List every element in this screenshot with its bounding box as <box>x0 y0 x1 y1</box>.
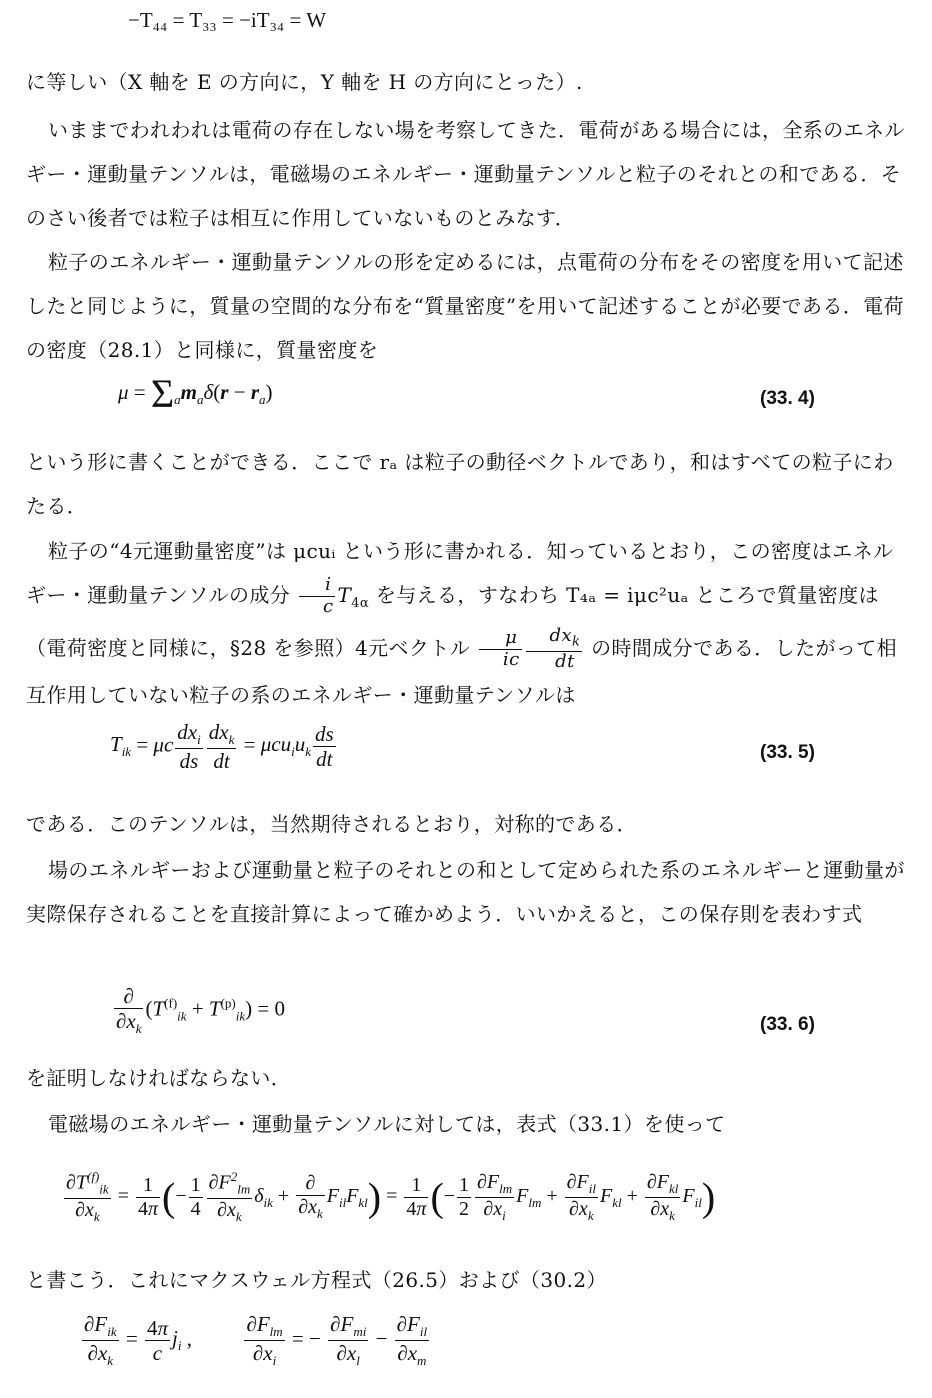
paragraph-5-part-c: の時間成分である．したがって相互作用していない粒子の系のエネルギー・運動量テンソルは <box>26 636 898 707</box>
paragraph-5-part-a: 粒子の“4元運動量密度”は μcuᵢ という形に書かれる．知っているとおり，この密度はエネルギー・運動量テンソルの成分 <box>26 539 894 607</box>
equation-maxwell: $\frac{\partial F_{ik}}{\partial x_k}$ = $\frac{4\pi}{c}$ $j_i$ , $\frac{\partial F_{lm}}{\partial x_i}$ = − $\frac{\partial F_{mi}}{\partial x_l}$ − $\frac{\partial F_{il}}{\partial x_m}$ <box>84 1312 428 1369</box>
equation-number-33-5: (33. 5) <box>760 742 815 763</box>
paragraph-3: 粒子のエネルギー・運動量テンソルの形を定めるには，点電荷の分布をその密度を用いて記述したと同じように，質量の空間的な分布を“質量密度”を用いて記述することが必要である．電荷の密度（28.1）と同様に，質量密度を <box>26 250 905 362</box>
paragraph-10: と書こう．これにマクスウェル方程式（26.5）および（30.2） <box>26 1268 607 1292</box>
equation-tensor-divergence: $\frac{\partial T^{(f)}_{ik}}{\partial x_k}$ = $\frac{1}{4\pi}$ (− $\frac{1}{4}$ $\frac{\partial F^2_{lm}}{\partial x_k}$ $\delta_{ik}$ + $\frac{\partial}{\partial x_k}$ $F_{il}F_{kl}$) = $\frac{1}{4\pi}$ (− $\frac{1}{2}$ $\frac{\partial F_{lm}}{\partial x_i}$ $F_{lm}$ + $\frac{\partial F_{il}}{\partial x_k}$ $F_{kl}$ + $\frac{\partial F_{kl}}{\partial x_k}$ $F_{il}$) <box>66 1169 716 1224</box>
paragraph-7: 場のエネルギーおよび運動量と粒子のそれとの和として定められた系のエネルギーと運動量が実際保存されることを直接計算によって確かめよう．いいかえると，この保存則を表わす式 <box>26 858 905 926</box>
equation-number-33-6: (33. 6) <box>760 1014 815 1035</box>
paragraph-5: 粒子の“4元運動量密度”は μcuᵢ という形に書かれる．知っているとおり，この密度はエネルギー・運動量テンソルの成分 $\frac{i}{c}$ $T_{4\alpha}$ を与える，すなわち T₄ₐ = iμc²uₐ ところで質量密度は（電荷密度と同様に，§28 を参照）4元ベクトル $\frac{\mu}{ic}$ $\frac{dx_k}{dt}$ の時間成分である．したがって相互作用していない粒子の系のエネルギー・運動量テンソルは <box>26 539 898 707</box>
equation-top: −T₄₄ = T₃₃ = −iT₃₄ = W <box>128 8 327 32</box>
paragraph-1: に等しい（X 軸を E の方向に，Y 軸を H の方向にとった）. <box>26 70 583 94</box>
paragraph-2: いままでわれわれは電荷の存在しない場を考察してきた．電荷がある場合には，全系のエネルギー・運動量テンソルは，電磁場のエネルギー・運動量テンソルと粒子のそれとの和である．そのさい後者では粒子は相互に作用していないものとみなす． <box>26 118 905 230</box>
fraction-i-over-c: $\frac{i}{c}$ <box>299 575 335 617</box>
equation-number-33-4: (33. 4) <box>760 388 815 409</box>
equation-33-6: $\frac{\partial}{\partial x_k}$ $(T^{(f)}_{ik} + T^{(p)}_{ik}) = 0$ <box>116 984 285 1037</box>
fraction-mu-over-ic: $\frac{\mu}{ic}$ <box>479 628 522 670</box>
equation-33-4: $\mu = \Sigma_am_a\delta(r - r_a)$ <box>118 371 273 417</box>
paragraph-9: 電磁場のエネルギー・運動量テンソルに対しては，表式（33.1）を使って <box>48 1112 726 1136</box>
fraction-dxk-dt: $\frac{dx_k}{dt}$ <box>526 626 583 672</box>
equation-33-5: $T_{ik} = \mu c$ $\frac{dx_i}{ds}$ $\frac{dx_k}{dt}$ = $\mu cu_iu_k$ $\frac{ds}{dt}$ <box>110 720 334 774</box>
paragraph-8: を証明しなければならない． <box>26 1066 292 1090</box>
paragraph-4: という形に書くことができる．ここで rₐ は粒子の動径ベクトルであり，和はすべての粒子にわたる． <box>26 450 894 518</box>
paragraph-6: である．このテンソルは，当然期待されるとおり，対称的である． <box>26 812 637 836</box>
paragraph-5-part-b: を与える，すなわち T₄ₐ = iμc²uₐ ところで質量密度は（電荷密度と同様に，§28 を参照）4元ベクトル <box>26 583 879 660</box>
